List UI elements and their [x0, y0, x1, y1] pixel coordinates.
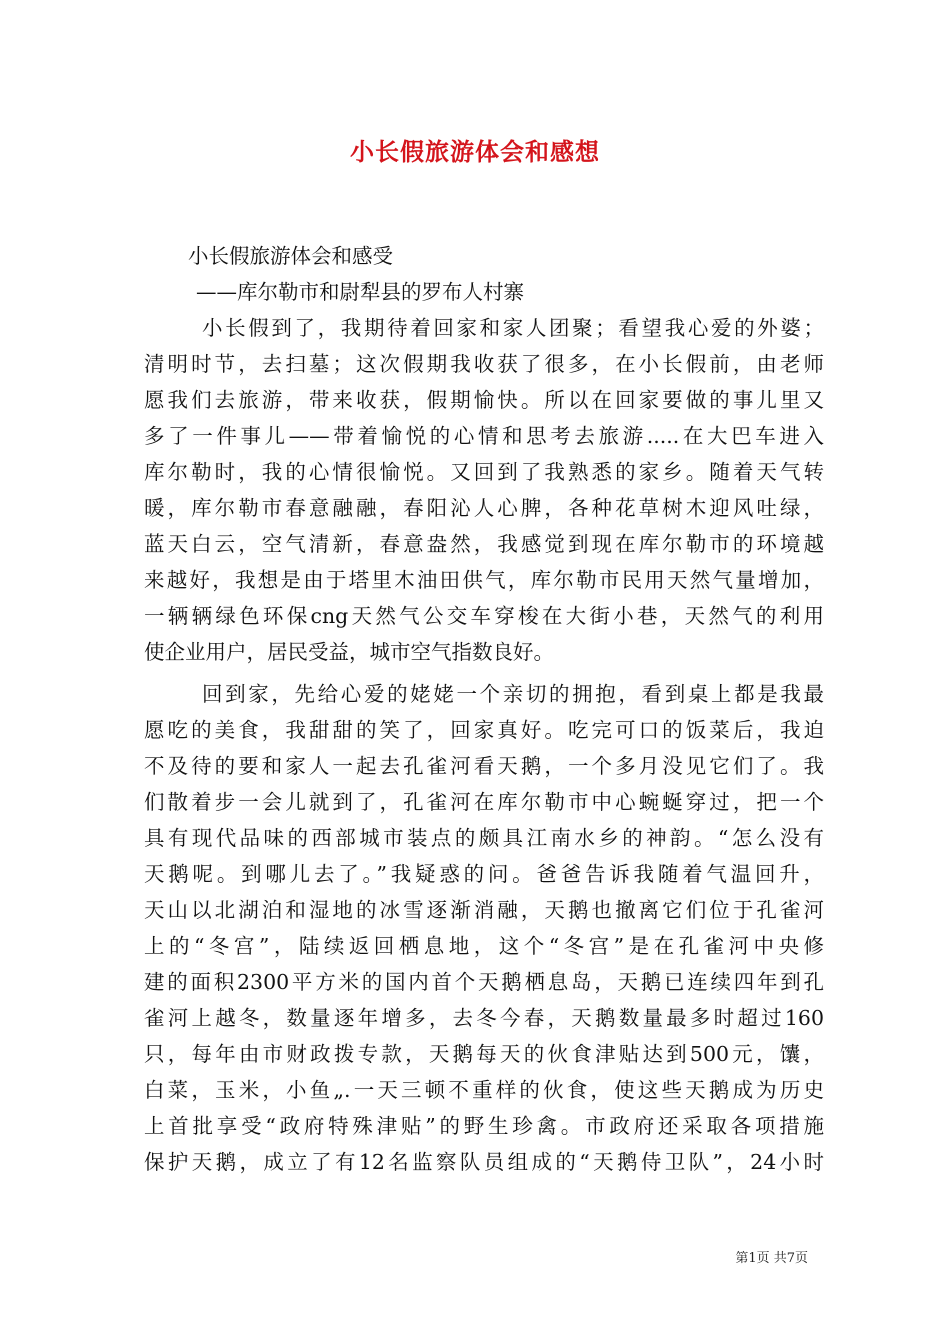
- paragraph-line: 回到家，先给心爱的姥姥一个亲切的拥抱，看到桌上都是我最: [202, 682, 824, 706]
- subheading: 小长假旅游体会和感受: [188, 244, 393, 268]
- paragraph-line: 只，每年由市财政拨专款，天鹅每天的伙食津贴达到500元，馕，: [144, 1042, 824, 1066]
- paragraph-line: 小长假到了，我期待着回家和家人团聚；看望我心爱的外婆；: [202, 316, 824, 340]
- paragraph-2: [144, 676, 824, 1180]
- subtitle: ——库尔勒市和尉犁县的罗布人村寨: [196, 280, 524, 304]
- paragraph-line: 暖，库尔勒市春意融融，春阳沁人心脾，各种花草树木迎风吐绿，: [144, 496, 824, 520]
- paragraph-line: 雀河上越冬，数量逐年增多，去冬今春，天鹅数量最多时超过160: [144, 1006, 824, 1030]
- paragraph-line: 清明时节，去扫墓；这次假期我收获了很多，在小长假前，由老师: [144, 352, 824, 376]
- paragraph-line: 愿我们去旅游，带来收获，假期愉快。所以在回家要做的事儿里又: [144, 388, 824, 412]
- paragraph-line: 白菜，玉米，小鱼„.一天三顿不重样的伙食，使这些天鹅成为历史: [144, 1078, 824, 1102]
- paragraph-line: 一辆辆绿色环保cng天然气公交车穿梭在大街小巷，天然气的利用: [144, 604, 824, 628]
- paragraph-line: 蓝天白云，空气清新，春意盎然，我感觉到现在库尔勒市的环境越: [144, 532, 824, 556]
- paragraph-line: 不及待的要和家人一起去孔雀河看天鹅，一个多月没见它们了。我: [144, 754, 824, 778]
- paragraph-line: 来越好，我想是由于塔里木油田供气，库尔勒市民用天然气量增加，: [144, 568, 824, 592]
- paragraph-line: 天山以北湖泊和湿地的冰雪逐渐消融，天鹅也撤离它们位于孔雀河: [144, 898, 824, 922]
- paragraph-line: 保护天鹅，成立了有12名监察队员组成的“天鹅侍卫队”，24小时: [144, 1150, 824, 1174]
- paragraph-line: 天鹅呢。到哪儿去了。”我疑惑的问。爸爸告诉我随着气温回升，: [144, 862, 824, 886]
- document-body: [144, 238, 824, 1180]
- paragraph-line: 愿吃的美食，我甜甜的笑了，回家真好。吃完可口的饭菜后，我迫: [144, 718, 824, 742]
- paragraph-line: 使企业用户，居民受益，城市空气指数良好。: [144, 640, 554, 664]
- page-number: 第1页 共7页: [735, 1251, 808, 1266]
- paragraph-line: 多了一件事儿——带着愉悦的心情和思考去旅游.....在大巴车进入: [144, 424, 824, 448]
- paragraph-line: 上的“冬宫”，陆续返回栖息地，这个“冬宫”是在孔雀河中央修: [144, 934, 824, 958]
- document-title: 小长假旅游体会和感想: [350, 137, 600, 166]
- paragraph-line: 建的面积2300平方米的国内首个天鹅栖息岛，天鹅已连续四年到孔: [144, 970, 824, 994]
- paragraph-1: [144, 310, 824, 670]
- paragraph-line: 库尔勒时，我的心情很愉悦。又回到了我熟悉的家乡。随着天气转: [144, 460, 824, 484]
- paragraph-line: 上首批享受“政府特殊津贴”的野生珍禽。市政府还采取各项措施: [144, 1114, 824, 1138]
- paragraph-line: 具有现代品味的西部城市装点的颇具江南水乡的神韵。“怎么没有: [144, 826, 824, 850]
- paragraph-line: 们散着步一会儿就到了，孔雀河在库尔勒市中心蜿蜒穿过，把一个: [144, 790, 824, 814]
